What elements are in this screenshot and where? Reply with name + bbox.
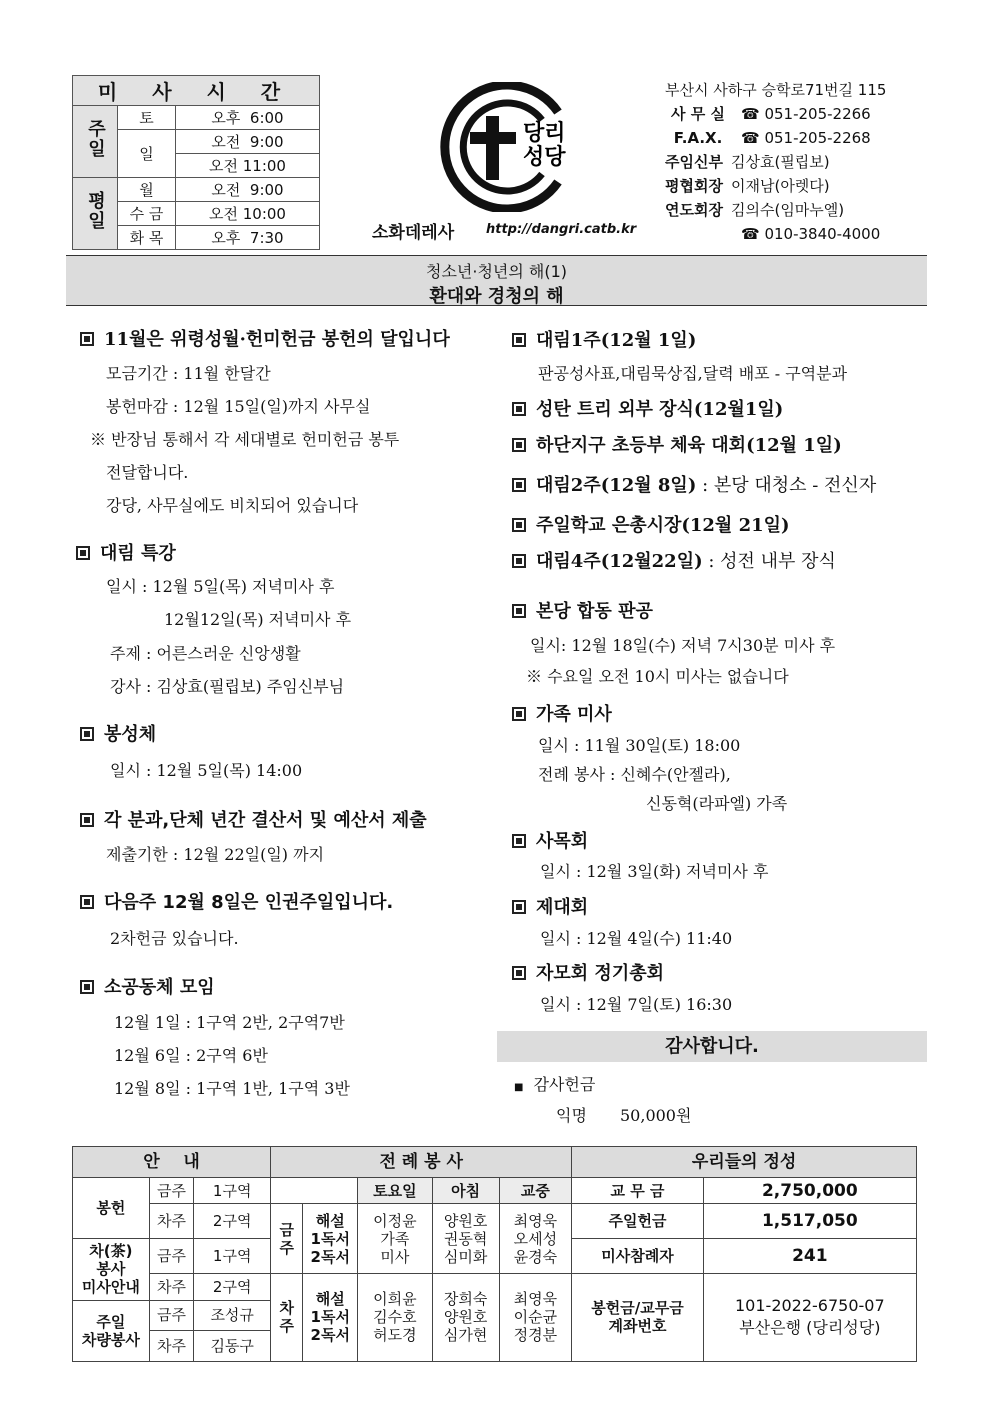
liturgy-roles: 해설 1독서 2독서 bbox=[303, 1204, 358, 1274]
square-bullet-icon bbox=[512, 518, 526, 532]
guide-value: 김동구 bbox=[194, 1331, 271, 1362]
offering-label: 교 무 금 bbox=[572, 1177, 703, 1204]
square-bullet-icon bbox=[512, 478, 526, 492]
notice-text: 일시 : 11월 30일(토) 18:00 bbox=[538, 736, 741, 755]
notice-heading: 본당 합동 판공 bbox=[512, 597, 653, 623]
notice-text: 전례 봉사 : 신혜수(안젤라), bbox=[538, 765, 731, 784]
square-bullet-icon bbox=[512, 604, 526, 618]
notice-heading: 자모회 정기총회 bbox=[512, 959, 664, 985]
notice-text: 전달합니다. bbox=[106, 463, 189, 482]
offering-account-label: 봉헌금/교무금 계좌번호 bbox=[572, 1273, 703, 1361]
guide-bonghun: 봉헌 bbox=[73, 1177, 150, 1238]
guide-value: 2구역 bbox=[194, 1273, 271, 1300]
league-tel: ☎ 010-3840-4000 bbox=[741, 225, 881, 243]
square-bullet-icon bbox=[512, 402, 526, 416]
offering-header: 우리들의 정성 bbox=[572, 1147, 917, 1178]
mass-day: 화 목 bbox=[118, 226, 176, 250]
mass-day: 수 금 bbox=[118, 202, 176, 226]
guide-cha: 차(茶) 봉사 미사안내 bbox=[73, 1239, 150, 1300]
liturgy-cell: 최영욱 오세성 윤경숙 bbox=[499, 1204, 572, 1274]
office-label: 사 무 실 bbox=[671, 105, 725, 123]
mass-time: 오전 10:00 bbox=[176, 202, 320, 226]
square-bullet-icon bbox=[512, 900, 526, 914]
notice-heading: 사목회 bbox=[512, 827, 588, 853]
guide-parking: 주일 차량봉사 bbox=[73, 1300, 150, 1361]
notice-heading: 대림2주(12월 8일) : 본당 대청소 - 전신자 bbox=[512, 471, 876, 497]
liturgy-cell: 양원호 권동혁 심미화 bbox=[432, 1204, 499, 1274]
contact-info bbox=[665, 78, 886, 246]
notice-text: 일시: 12월 18일(수) 저녁 7시30분 미사 후 bbox=[530, 636, 836, 655]
mass-times-title: 미 사 시 간 bbox=[73, 76, 320, 106]
notice-text: 강당, 사무실에도 비치되어 있습니다 bbox=[106, 496, 359, 515]
liturgy-col-noon: 교중 bbox=[499, 1177, 572, 1204]
notice-heading: 가족 미사 bbox=[512, 700, 612, 726]
church-patron: 소화데레사 bbox=[372, 223, 455, 243]
notice-heading: 성탄 트리 외부 장식(12월1일) bbox=[512, 395, 783, 421]
mass-day: 월 bbox=[118, 178, 176, 202]
mass-times-table bbox=[72, 75, 320, 250]
square-bullet-icon bbox=[512, 333, 526, 347]
council-name: 이재남(아렛다) bbox=[731, 177, 830, 195]
notice-text: 봉헌마감 : 12월 15일(일)까지 사무실 bbox=[106, 397, 371, 416]
offering-value: 241 bbox=[703, 1239, 916, 1274]
bottom-info-table bbox=[72, 1146, 917, 1362]
notice-text: 12월 6일 : 2구역 6반 bbox=[114, 1046, 268, 1065]
notice-text: 제출기한 : 12월 22일(일) 까지 bbox=[106, 845, 325, 864]
pastor-label: 주임신부 bbox=[665, 153, 723, 171]
guide-value: 2구역 bbox=[194, 1204, 271, 1239]
mass-time: 오전 9:00 bbox=[176, 130, 320, 154]
weekday-label: 평일 bbox=[73, 178, 118, 250]
council-label: 평협회장 bbox=[665, 177, 723, 195]
guide-header: 안 내 bbox=[73, 1147, 271, 1178]
notice-text: 일시 : 12월 5일(목) 14:00 bbox=[110, 761, 303, 780]
square-bullet-icon bbox=[80, 332, 94, 346]
liturgy-col-morning: 아침 bbox=[432, 1177, 499, 1204]
notice-text: 모금기간 : 11월 한달간 bbox=[106, 364, 271, 383]
notice-text: 12월 1일 : 1구역 2반, 2구역7반 bbox=[114, 1013, 345, 1032]
guide-next-week: 차주 bbox=[149, 1331, 193, 1362]
mass-time: 오전 11:00 bbox=[176, 154, 320, 178]
offering-value: 2,750,000 bbox=[703, 1177, 916, 1204]
pastor-name: 김상효(필립보) bbox=[731, 153, 830, 171]
notice-heading: 11월은 위령성월·헌미헌금 봉헌의 달입니다 bbox=[80, 325, 450, 351]
square-bullet-icon bbox=[76, 546, 90, 560]
notice-text: 일시 : 12월 7일(토) 16:30 bbox=[540, 995, 733, 1014]
notice-text: 신동혁(라파엘) 가족 bbox=[646, 794, 788, 813]
notice-text: 12월12일(목) 저녁미사 후 bbox=[164, 610, 352, 629]
notice-heading: 대림4주(12월22일) : 성전 내부 장식 bbox=[512, 547, 836, 573]
office-tel: ☎ 051-205-2266 bbox=[741, 105, 871, 123]
notice-heading: 소공동체 모임 bbox=[80, 973, 215, 999]
notice-heading: 주일학교 은총시장(12월 21일) bbox=[512, 511, 790, 537]
offering-label: 미사참례자 bbox=[572, 1239, 703, 1274]
guide-value: 1구역 bbox=[194, 1177, 271, 1204]
cross-icon bbox=[486, 116, 499, 180]
guide-this-week: 금주 bbox=[149, 1300, 193, 1331]
notice-heading: 대림 특강 bbox=[76, 539, 176, 565]
thanks-banner: 감사합니다. bbox=[497, 1031, 927, 1062]
logo-text-1: 당리 bbox=[523, 121, 566, 146]
notice-text: 주제 : 어른스러운 신앙생활 bbox=[110, 644, 301, 663]
square-bullet-icon bbox=[80, 980, 94, 994]
league-label: 연도회장 bbox=[665, 201, 723, 219]
guide-this-week: 금주 bbox=[149, 1177, 193, 1204]
notice-heading: 다음주 12월 8일은 인권주일입니다. bbox=[80, 888, 393, 914]
logo-text-2: 성당 bbox=[523, 145, 566, 170]
theme-line-1: 청소년·청년의 해(1) bbox=[425, 262, 568, 281]
liturgy-header: 전 례 봉 사 bbox=[271, 1147, 572, 1178]
cross-bar bbox=[470, 132, 516, 144]
theme-line-2: 환대와 경청의 해 bbox=[429, 286, 564, 307]
guide-value: 1구역 bbox=[194, 1239, 271, 1274]
liturgy-roles: 해설 1독서 2독서 bbox=[303, 1273, 358, 1361]
sunday-label: 주일 bbox=[73, 106, 118, 178]
mass-time: 오전 9:00 bbox=[176, 178, 320, 202]
notice-text: 일시 : 12월 3일(화) 저녁미사 후 bbox=[540, 862, 769, 881]
guide-next-week: 차주 bbox=[149, 1204, 193, 1239]
thanks-donor: 익명 bbox=[556, 1106, 587, 1125]
square-bullet-icon bbox=[512, 554, 526, 568]
notice-heading: 대림1주(12월 1일) bbox=[512, 326, 696, 352]
notice-heading: 봉성체 bbox=[80, 720, 156, 746]
liturgy-cell: 이희윤 김수호 허도경 bbox=[358, 1273, 433, 1361]
thanks-item-title: ■ 감사헌금 bbox=[514, 1075, 596, 1094]
guide-value: 조성규 bbox=[194, 1300, 271, 1331]
notice-text: 강사 : 김상효(필립보) 주임신부님 bbox=[110, 677, 345, 696]
fax-label: F.A.X. bbox=[673, 129, 723, 147]
notice-heading: 각 분과,단체 년간 결산서 및 예산서 제출 bbox=[80, 806, 427, 832]
offering-value: 1,517,050 bbox=[703, 1204, 916, 1239]
liturgy-cell: 장희숙 양원호 심가현 bbox=[432, 1273, 499, 1361]
address: 부산시 사하구 승학로71번길 115 bbox=[665, 81, 887, 99]
guide-next-week: 차주 bbox=[149, 1273, 193, 1300]
league-name: 김의수(임마누엘) bbox=[731, 201, 845, 219]
liturgy-cell: 최영욱 이순균 정경분 bbox=[499, 1273, 572, 1361]
square-bullet-icon bbox=[80, 895, 94, 909]
square-bullet-icon bbox=[512, 966, 526, 980]
square-bullet-icon bbox=[512, 438, 526, 452]
liturgy-corner bbox=[271, 1177, 358, 1204]
guide-this-week: 금주 bbox=[149, 1239, 193, 1274]
year-theme-banner bbox=[66, 255, 927, 306]
notice-heading: 하단지구 초등부 체육 대회(12월 1일) bbox=[512, 431, 842, 457]
square-bullet-icon bbox=[80, 813, 94, 827]
notice-heading: 제대회 bbox=[512, 893, 588, 919]
church-logo bbox=[430, 82, 580, 212]
liturgy-this-week: 금 주 bbox=[271, 1204, 303, 1274]
thanks-amount: 50,000원 bbox=[620, 1106, 692, 1125]
square-bullet-icon bbox=[80, 727, 94, 741]
notice-text: ※ 수요일 오전 10시 미사는 없습니다 bbox=[526, 667, 789, 686]
liturgy-cell: 이정윤 가족 미사 bbox=[358, 1204, 433, 1274]
offering-account-value: 101-2022-6750-07 부산은행 (당리성당) bbox=[703, 1273, 916, 1361]
notice-text: 판공성사표,대림묵상집,달력 배포 - 구역분과 bbox=[538, 364, 848, 383]
mass-time: 오후 6:00 bbox=[176, 106, 320, 130]
liturgy-next-week: 차 주 bbox=[271, 1273, 303, 1361]
notice-text: 일시 : 12월 5일(목) 저녁미사 후 bbox=[106, 577, 335, 596]
mass-day: 토 bbox=[118, 106, 176, 130]
liturgy-col-sat: 토요일 bbox=[358, 1177, 433, 1204]
offering-label: 주일헌금 bbox=[572, 1204, 703, 1239]
notice-text: 12월 8일 : 1구역 1반, 1구역 3반 bbox=[114, 1079, 350, 1098]
notice-text: ※ 반장님 통해서 각 세대별로 헌미헌금 봉투 bbox=[90, 430, 400, 449]
mass-time: 오후 7:30 bbox=[176, 226, 320, 250]
square-bullet-icon bbox=[512, 834, 526, 848]
notice-text: 2차헌금 있습니다. bbox=[110, 929, 239, 948]
church-url[interactable]: http://dangri.catb.kr bbox=[486, 222, 637, 237]
fax-tel: ☎ 051-205-2268 bbox=[741, 129, 871, 147]
notice-text: 일시 : 12월 4일(수) 11:40 bbox=[540, 929, 733, 948]
mass-day: 일 bbox=[118, 130, 176, 178]
square-bullet-icon bbox=[512, 707, 526, 721]
